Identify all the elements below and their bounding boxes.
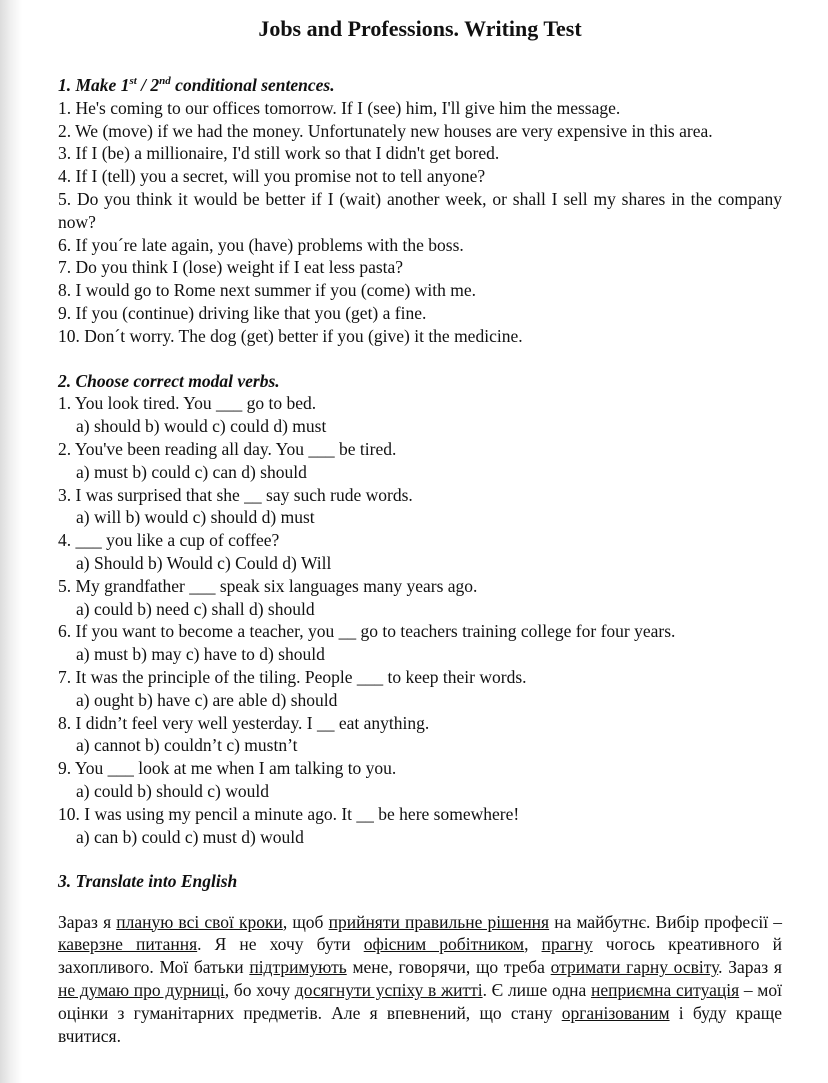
underlined-phrase: отримати гарну освіту [550, 957, 719, 978]
spacer [58, 848, 782, 870]
s2-options: a) must b) may c) have to d) should [76, 644, 325, 665]
s1-item: 2. We (move) if we had the money. Unfortunately new houses are very expensive in this area. [58, 120, 713, 141]
s2-question: 1. You look tired. You ___ go to bed. [58, 393, 317, 414]
s1-item: 3. If I (be) a millionaire, I'd still work so that I didn't get bored. [58, 143, 500, 164]
s2-question: 10. I was using my pencil a minute ago. It __ be here somewhere! [58, 803, 520, 824]
underlined-phrase: досягнути успіху в житті [294, 979, 483, 1000]
underlined-phrase: неприємна ситуація [590, 979, 740, 1000]
underlined-phrase: планую всі свої кроки [116, 911, 283, 932]
underlined-phrase: прагну [541, 934, 593, 955]
s2-options: a) can b) could c) must d) would [76, 826, 304, 847]
s2-question: 2. You've been reading all day. You ___ be tired. [58, 438, 397, 459]
underlined-phrase: офісним робітником [363, 934, 525, 955]
section2-title: 2. Choose correct modal verbs. [58, 370, 280, 391]
s2-options: a) Should b) Would c) Could d) Will [76, 552, 332, 573]
s2-options: a) could b) need c) shall d) should [76, 598, 315, 619]
document-content [58, 14, 782, 1065]
s2-question: 6. If you want to become a teacher, you __ go to teachers training college for four years. [58, 621, 676, 642]
s2-question: 5. My grandfather ___ speak six languages many years ago. [58, 575, 478, 596]
underlined-phrase: прийняти правильне рішення [328, 911, 550, 932]
s2-question: 3. I was surprised that she __ say such rude words. [58, 484, 413, 505]
page-title: Jobs and Professions. Writing Test [258, 16, 582, 41]
s1-item: 5. Do you think it would be better if I (wait) another week, or shall I sell my shares in the company now? [58, 188, 782, 232]
s2-question: 8. I didn’t feel very well yesterday. I __ eat anything. [58, 712, 430, 733]
s2-question: 4. ___ you like a cup of coffee? [58, 530, 280, 551]
s1-item: 6. If you´re late again, you (have) problems with the boss. [58, 234, 464, 255]
s2-options: a) ought b) have c) are able d) should [76, 689, 338, 710]
s1-item: 9. If you (continue) driving like that you (get) a fine. [58, 302, 427, 323]
s2-question: 9. You ___ look at me when I am talking to you. [58, 758, 397, 779]
s1-item: 7. Do you think I (lose) weight if I eat less pasta? [58, 257, 404, 278]
s1-item: 8. I would go to Rome next summer if you (come) with me. [58, 280, 476, 301]
s1-item: 1. He's coming to our offices tomorrow. If I (see) him, I'll give him the message. [58, 97, 621, 118]
underlined-phrase: не думаю про дурниці [58, 979, 225, 1000]
page-shadow-edge [0, 0, 22, 1083]
underlined-phrase: підтримують [249, 957, 347, 978]
s2-options: a) cannot b) couldn’t c) mustn’t [76, 735, 298, 756]
s1-item: 4. If I (tell) you a secret, will you promise not to tell anyone? [58, 166, 486, 187]
s2-options: a) must b) could c) can d) should [76, 461, 307, 482]
s2-question: 7. It was the principle of the tiling. People ___ to keep their words. [58, 666, 527, 687]
underlined-phrase: організованим [561, 1002, 670, 1023]
spacer [58, 348, 782, 370]
s2-options: a) will b) would c) should d) must [76, 507, 315, 528]
underlined-phrase: каверзне питання [58, 934, 198, 955]
s2-options: a) could b) should c) would [76, 780, 269, 801]
s1-item: 10. Don´t worry. The dog (get) better if you (give) it the medicine. [58, 325, 523, 346]
section3-title: 3. Translate into English [58, 871, 238, 892]
s2-options: a) should b) would c) could d) must [76, 416, 327, 437]
translation-paragraph: Зараз я планую всі свої кроки, щоб прийняти правильне рішення на майбутнє. Вибір професії – каверзне питання. Я не хочу бути офісним робітником, прагну чогось креативного й захопливого. Мої батьки підтримують мене, говорячи, що треба отримати гарну освіту. Зараз я не думаю про дурниці, бо хочу досягнути успіху в житті. Є лише одна неприємна ситуація – мої оцінки з гуманітарних предметів. Але я впевнений, що стану організованим і буду краще вчитися. [58, 911, 782, 1046]
section1-title: 1. Make 1st / 2nd conditional sentences. [58, 75, 335, 95]
